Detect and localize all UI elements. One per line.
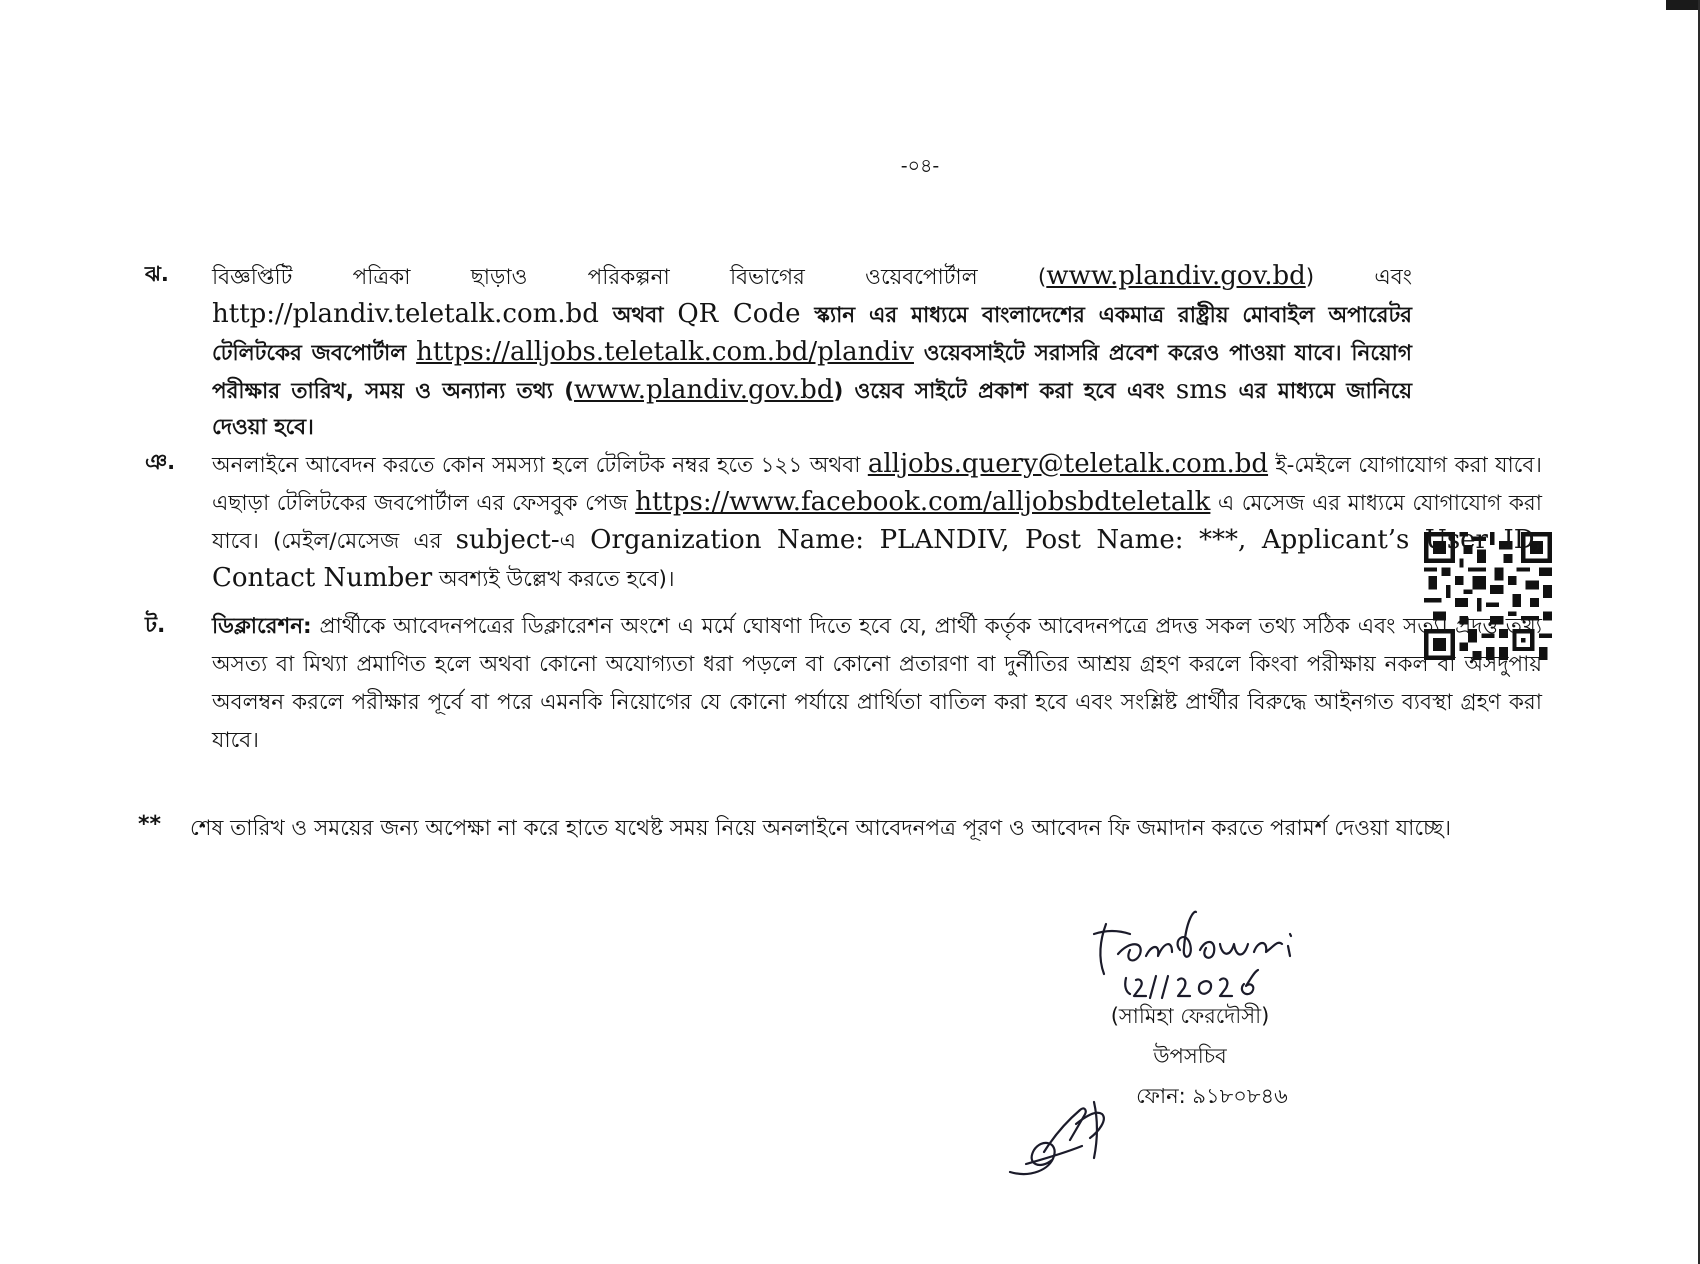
footnote-text: শেষ তারিখ ও সময়ের জন্য অপেক্ষা না করে হাতে যথেষ্ট সময় নিয়ে অনলাইনে আবেদনপত্র পূরণ ও আবেদন ফি জমাদান করতে পরামর্শ দেওয়া যাচ্ছে। [190, 816, 1452, 841]
text-segment: ) এবং [1305, 265, 1412, 290]
text-segment: ই-মেইলে যোগাযোগ করা যাবে। এছাড়া টেলিটকের জবপোর্টাল এর ফেসবুক পেজ [212, 453, 1542, 516]
handwritten-initials [990, 1080, 1150, 1180]
handwritten-signature [1060, 900, 1360, 1000]
text-segment: ) ওয়েব সাইটে প্রকাশ করা হবে এবং [833, 379, 1176, 404]
alljobs-plandiv-link[interactable]: https://alljobs.teletalk.com.bd/plandiv [416, 337, 914, 367]
page-number: -০৪- [900, 155, 940, 177]
item-body [212, 258, 1412, 446]
sms-text: sms [1175, 375, 1228, 405]
teletalk-plandiv-url: http://plandiv.teletalk.com.bd [212, 299, 599, 329]
subject-text: subject- [455, 525, 560, 555]
text-segment: এর মাধ্যমে জানিয়ে দেওয়া হবে। [212, 379, 1412, 440]
text-segment: এ মেসেজ এর মাধ্যমে যোগাযোগ করা যাবে। (মেইল/মেসেজ এর [212, 491, 1542, 554]
text-segment: অথবা [598, 303, 678, 328]
declaration-heading: ডিক্লারেশন: [212, 614, 312, 639]
item-body [212, 446, 1542, 598]
qr-code-text: QR Code [677, 299, 801, 329]
scan-edge-artifact [1666, 0, 1700, 10]
text-segment: স্ক্যান এর মাধ্যমে বাংলাদেশের একমাত্র রাষ্ট্রীয় মোবাইল অপারেটর টেলিটকের জবপোর্টাল [212, 303, 1413, 366]
item-label: ঞ. [145, 450, 176, 474]
facebook-page-link[interactable]: https://www.facebook.com/alljobsbdteletalk [635, 487, 1211, 517]
text-segment: ওয়েবসাইটে সরাসরি প্রবেশ করেও পাওয়া যাবে। নিয়োগ পরীক্ষার তারিখ, সময় ও অন্যান্য তথ্য ( [212, 341, 1412, 404]
subject-fields-text: Organization Name: PLANDIV, Post Name: ***, Applicant’s User ID, Contact Number [212, 525, 1542, 593]
plandiv-website-link[interactable]: www.plandiv.gov.bd [574, 375, 834, 405]
text-segment: অবশ্যই উল্লেখ করতে হবে)। [432, 567, 675, 592]
text-segment: অনলাইনে আবেদন করতে কোন সমস্যা হলে টেলিটক নম্বর হতে ১২১ অথবা [212, 453, 868, 478]
signatory-name: (সামিহা ফেরদৌসী) [1110, 1004, 1270, 1028]
text-segment: বিজ্ঞপ্তিটি পত্রিকা ছাড়াও পরিকল্পনা বিভাগের ওয়েবপোর্টাল ( [212, 265, 1047, 290]
signatory-designation: উপসচিব [1153, 1044, 1227, 1068]
footnote-marker: ** [138, 812, 162, 837]
signatory-phone: ফোন: ৯১৮০৮৪৬ [1136, 1084, 1288, 1108]
signature-block [1060, 900, 1380, 1200]
plandiv-website-link[interactable]: www.plandiv.gov.bd [1046, 261, 1306, 291]
item-body [212, 608, 1542, 760]
declaration-text: প্রার্থীকে আবেদনপত্রের ডিক্লারেশন অংশে এ মর্মে ঘোষণা দিতে হবে যে, প্রার্থী কর্তৃক আবেদনপত্রে প্রদত্ত সকল তথ্য সঠিক এবং সত্য। প্রদত্ত তথ্য অসত্য বা মিথ্যা প্রমাণিত হলে অথবা কোনো অযোগ্যতা ধরা পড়লে বা কোনো প্রতারণা বা দুর্নীতির আশ্রয় গ্রহণ করলে কিংবা পরীক্ষায় নকল বা অসদুপায় অবলম্বন করলে পরীক্ষার পূর্বে বা পরে এমনকি নিয়োগের যে কোনো পর্যায়ে প্রার্থিতা বাতিল করা হবে এবং সংশ্লিষ্ট প্রার্থীর বিরুদ্ধে আইনগত ব্যবস্থা গ্রহণ করা যাবে। [212, 614, 1542, 753]
text-segment: এ [559, 529, 591, 554]
alljobs-query-email-link[interactable]: alljobs.query@teletalk.com.bd [867, 449, 1269, 479]
item-label: ট. [145, 613, 166, 638]
item-label: ঝ. [145, 262, 169, 286]
